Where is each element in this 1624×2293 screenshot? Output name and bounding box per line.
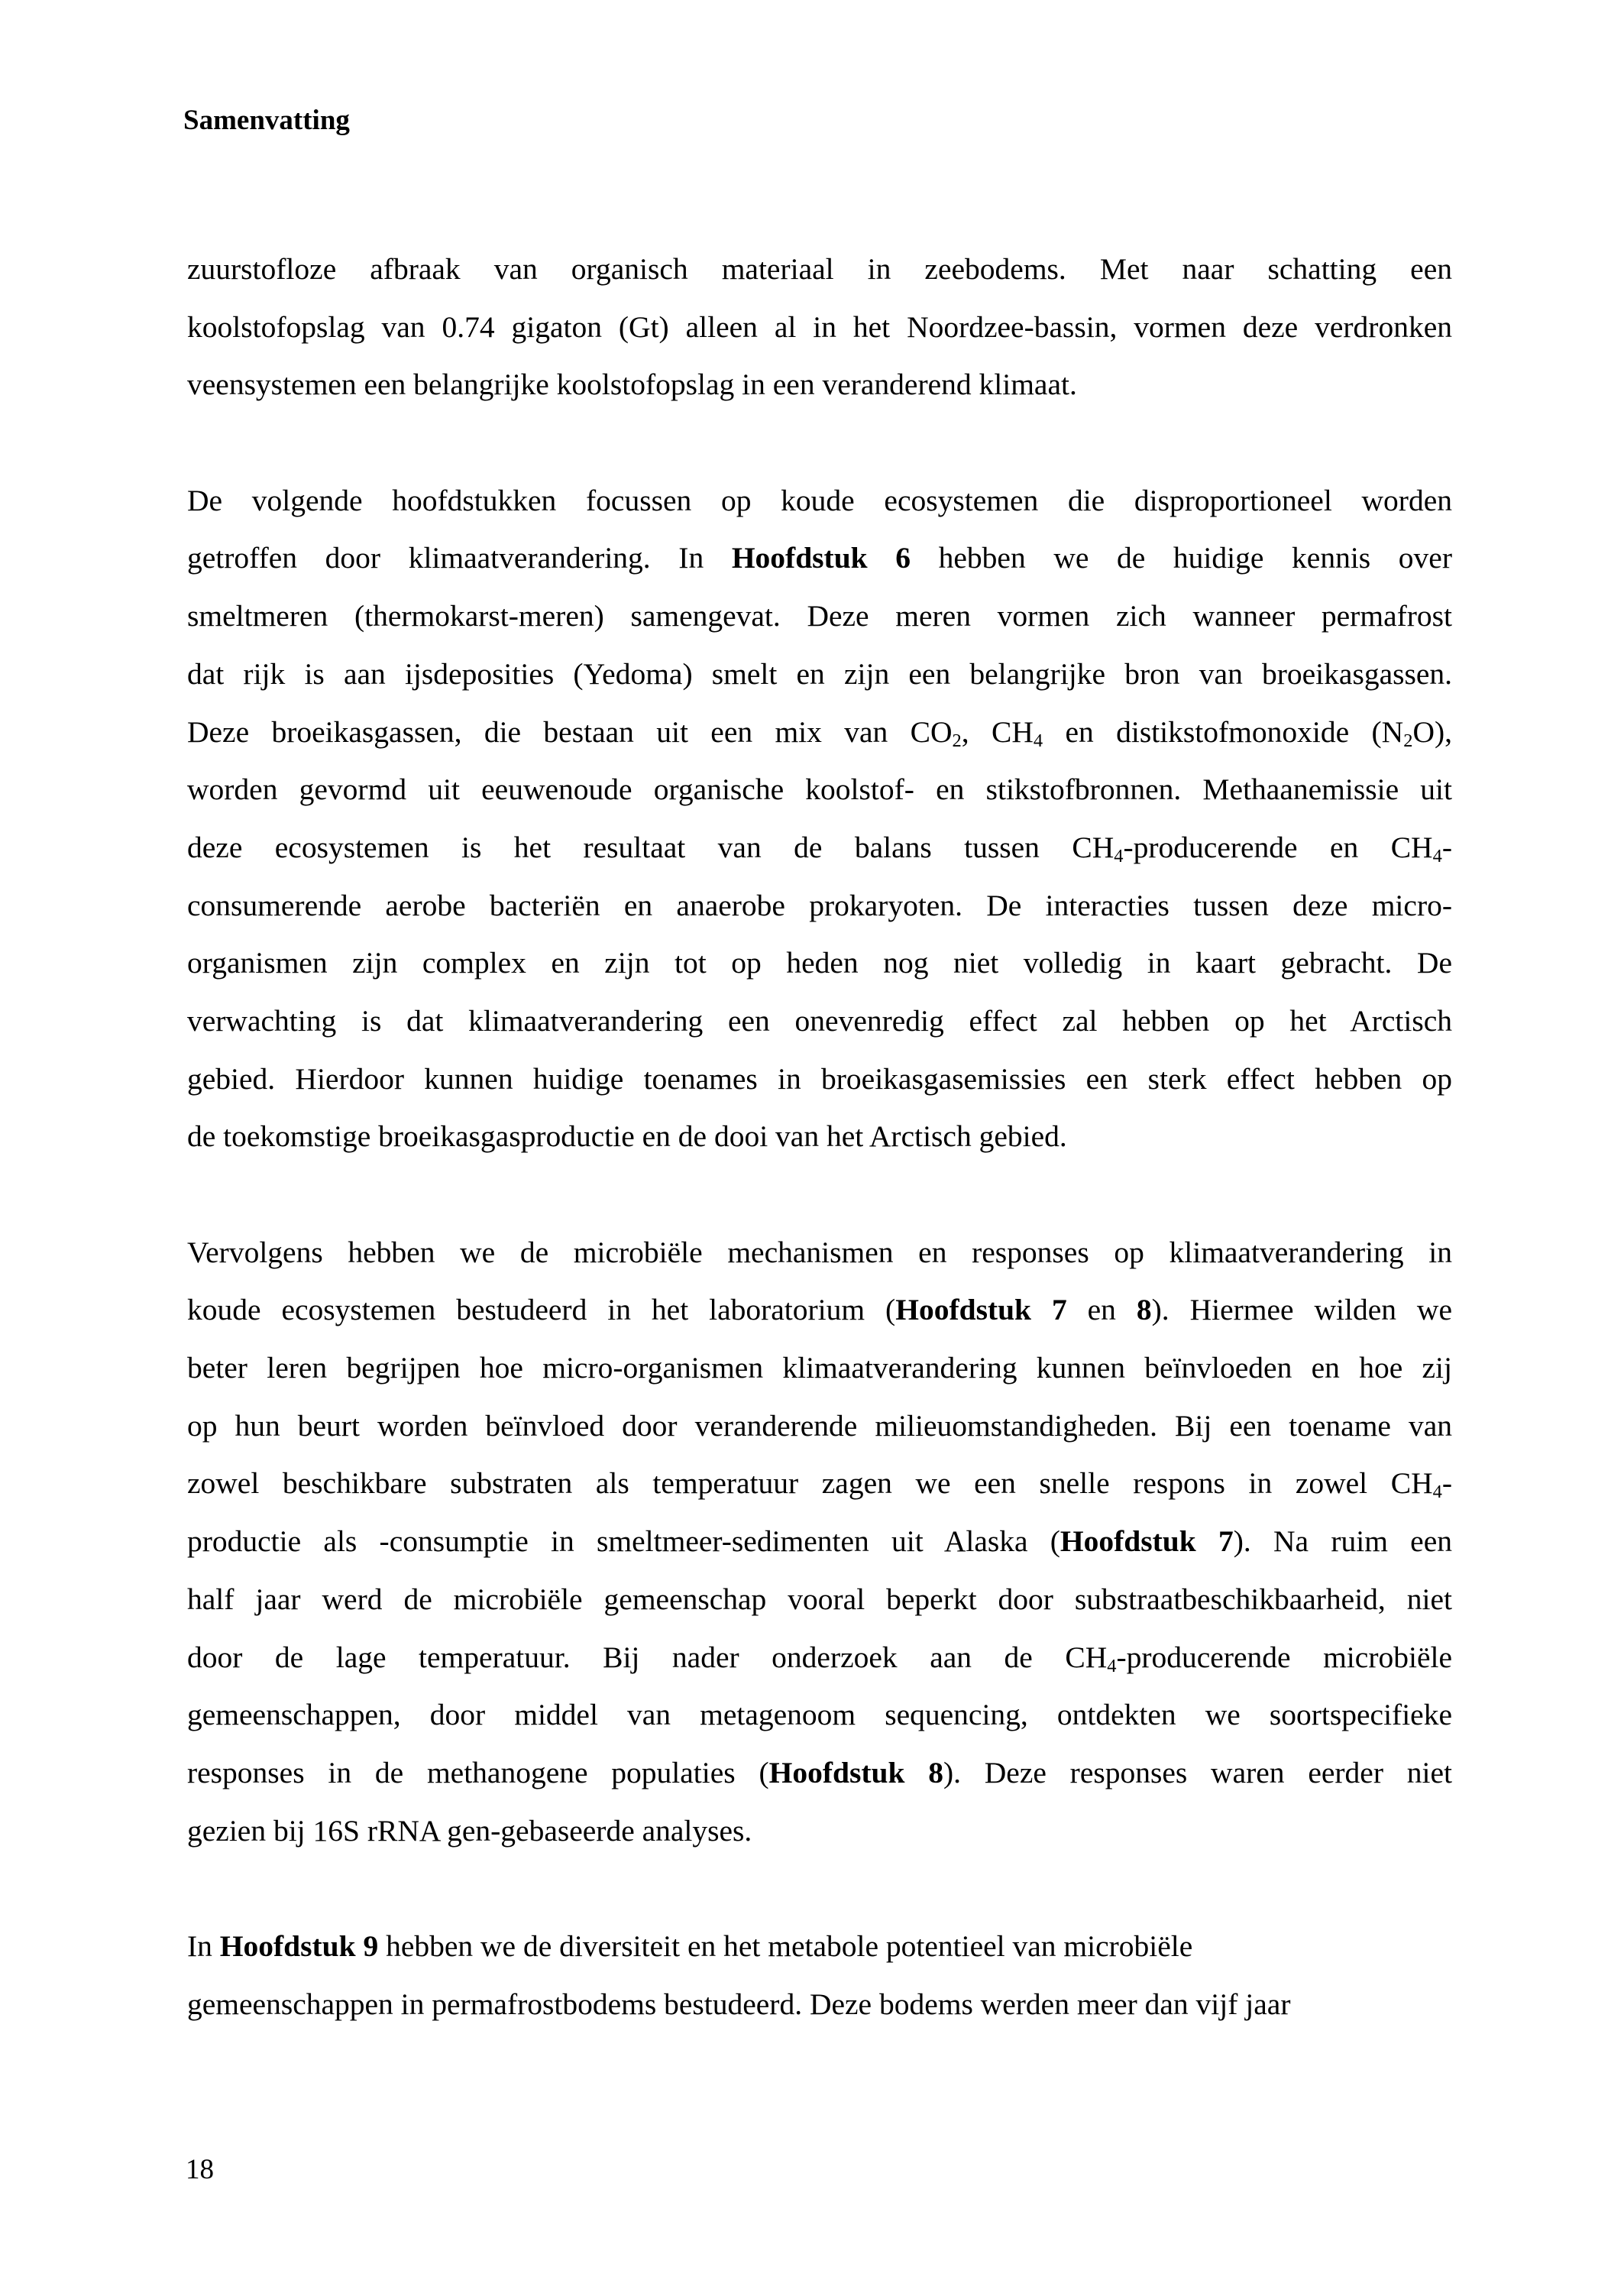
paragraph (187, 472, 1452, 1166)
text-segment: deze ecosystemen is het resultaat van de balans tussen CH (187, 830, 1114, 864)
text-segment: beter leren begrijpen hoe micro-organismen klimaatverandering kunnen beïnvloeden en hoe zij (187, 1351, 1452, 1385)
text-line (187, 356, 1452, 414)
text-segment: zuurstofloze afbraak van organisch materiaal in zeebodems. Met naar schatting een (187, 252, 1452, 286)
bold-reference: Hoofdstuk 7 (1059, 1524, 1234, 1559)
text-line (187, 530, 1452, 588)
text-line (187, 1224, 1452, 1282)
subscript: 2 (1403, 730, 1413, 751)
text-segment: de toekomstige broeikasgasproductie en de dooi van het Arctisch gebied. (187, 1119, 1067, 1154)
text-line (187, 299, 1452, 357)
text-segment: op hun beurt worden beïnvloed door veranderende milieuomstandigheden. Bij een toename van (187, 1408, 1452, 1443)
text-line (187, 472, 1452, 530)
subscript: 4 (1107, 1655, 1117, 1676)
text-line (187, 1455, 1452, 1513)
text-line (187, 761, 1452, 819)
bold-reference: Hoofdstuk 9 (219, 1929, 379, 1963)
text-segment: gemeenschappen, door middel van metagenoom sequencing, ontdekten we soortspecifieke (187, 1698, 1452, 1732)
text-line (187, 588, 1452, 646)
text-line (187, 1108, 1452, 1166)
text-line (187, 1397, 1452, 1456)
text-segment: getroffen door klimaatverandering. In (187, 541, 732, 575)
text-segment: ). Hiermee wilden we (1151, 1293, 1452, 1327)
text-line (187, 1976, 1452, 2034)
text-segment: -producerende en CH (1123, 830, 1433, 864)
paragraph-spacer (187, 414, 1452, 472)
page-number: 18 (186, 2154, 214, 2185)
text-segment: hebben we de diversiteit en het metabole potentieel van microbiële (378, 1929, 1193, 1963)
text-segment: consumerende aerobe bacteriën en anaerobe prokaryoten. De interacties tussen deze micro- (187, 888, 1452, 922)
text-segment: Vervolgens hebben we de microbiële mechanismen en responses op klimaatverandering in (187, 1235, 1452, 1269)
document-body (187, 241, 1452, 2033)
text-segment: zowel beschikbare substraten als temperatuur zagen we een snelle respons in zowel CH (187, 1466, 1433, 1501)
text-segment: worden gevormd uit eeuwenoude organische koolstof- en stikstofbronnen. Methaanemissie uit (187, 772, 1452, 807)
text-line (187, 819, 1452, 877)
text-segment: , CH (961, 714, 1034, 749)
text-segment: door de lage temperatuur. Bij nader onderzoek aan de CH (187, 1640, 1108, 1674)
text-line (187, 1339, 1452, 1397)
text-segment: - (1441, 830, 1452, 864)
text-segment: gemeenschappen in permafrostbodems bestudeerd. Deze bodems werden meer dan vijf jaar (187, 1987, 1291, 2021)
text-segment: ). Na ruim een (1233, 1524, 1452, 1559)
text-segment: hebben we de huidige kennis over (911, 541, 1452, 575)
text-segment: Deze broeikasgassen, die bestaan uit een mix van CO (187, 714, 953, 749)
text-segment: -producerende microbiële (1116, 1640, 1452, 1674)
text-segment: en distikstofmonoxide (N (1043, 714, 1404, 749)
text-line (187, 241, 1452, 299)
text-line (187, 1571, 1452, 1629)
bold-reference: 8 (1136, 1293, 1152, 1327)
text-line (187, 1918, 1452, 1976)
text-segment: en (1066, 1293, 1137, 1327)
text-line (187, 1513, 1452, 1571)
text-line (187, 877, 1452, 935)
text-segment: productie als -consumptie in smeltmeer-sedimenten uit Alaska ( (187, 1524, 1060, 1559)
text-segment: In (187, 1929, 220, 1963)
subscript: 4 (1114, 845, 1124, 866)
paragraph-spacer (187, 1166, 1452, 1224)
text-segment: O), (1412, 714, 1452, 749)
text-segment: organismen zijn complex en zijn tot op heden nog niet volledig in kaart gebracht. De (187, 946, 1452, 980)
paragraph-spacer (187, 1860, 1452, 1918)
text-line (187, 993, 1452, 1051)
text-segment: - (1441, 1466, 1452, 1501)
text-segment: half jaar werd de microbiële gemeenschap vooral beperkt door substraatbeschikbaarheid, niet (187, 1582, 1452, 1616)
text-segment: responses in de methanogene populaties ( (187, 1755, 769, 1789)
text-segment: verwachting is dat klimaatverandering een onevenredig effect zal hebben op het Arctisch (187, 1003, 1452, 1038)
paragraph (187, 1224, 1452, 1861)
text-segment: gebied. Hierdoor kunnen huidige toenames in broeikasgasemissies een sterk effect hebben op (187, 1061, 1452, 1096)
text-line (187, 1051, 1452, 1109)
text-segment: veensystemen een belangrijke koolstofopslag in een veranderend klimaat. (187, 368, 1077, 402)
text-line (187, 1281, 1452, 1339)
subscript: 4 (1033, 730, 1043, 751)
text-line (187, 646, 1452, 704)
paragraph (187, 241, 1452, 414)
subscript: 4 (1432, 1482, 1442, 1503)
subscript: 4 (1432, 845, 1442, 866)
text-line (187, 1744, 1452, 1802)
paragraph (187, 1918, 1452, 2033)
text-line (187, 1629, 1452, 1687)
text-segment: smeltmeren (thermokarst-meren) samengevat. Deze meren vormen zich wanneer permafrost (187, 599, 1452, 633)
text-line (187, 1686, 1452, 1744)
text-segment: ). Deze responses waren eerder niet (943, 1755, 1452, 1789)
bold-reference: Hoofdstuk 7 (895, 1293, 1067, 1327)
text-segment: De volgende hoofdstukken focussen op koude ecosystemen die disproportioneel worden (187, 483, 1452, 517)
subscript: 2 (952, 730, 962, 751)
text-segment: gezien bij 16S rRNA gen-gebaseerde analyses. (187, 1813, 752, 1848)
text-segment: dat rijk is aan ijsdeposities (Yedoma) smelt en zijn een belangrijke bron van broeikasgassen. (187, 656, 1452, 691)
bold-reference: Hoofdstuk 6 (731, 541, 911, 575)
bold-reference: Hoofdstuk 8 (768, 1755, 943, 1789)
running-header: Samenvatting (183, 105, 350, 136)
text-line (187, 934, 1452, 993)
text-line (187, 704, 1452, 762)
text-segment: koude ecosystemen bestudeerd in het laboratorium ( (187, 1293, 896, 1327)
text-line (187, 1802, 1452, 1861)
text-segment: koolstofopslag van 0.74 gigaton (Gt) alleen al in het Noordzee-bassin, vormen deze verdronken (187, 309, 1452, 344)
